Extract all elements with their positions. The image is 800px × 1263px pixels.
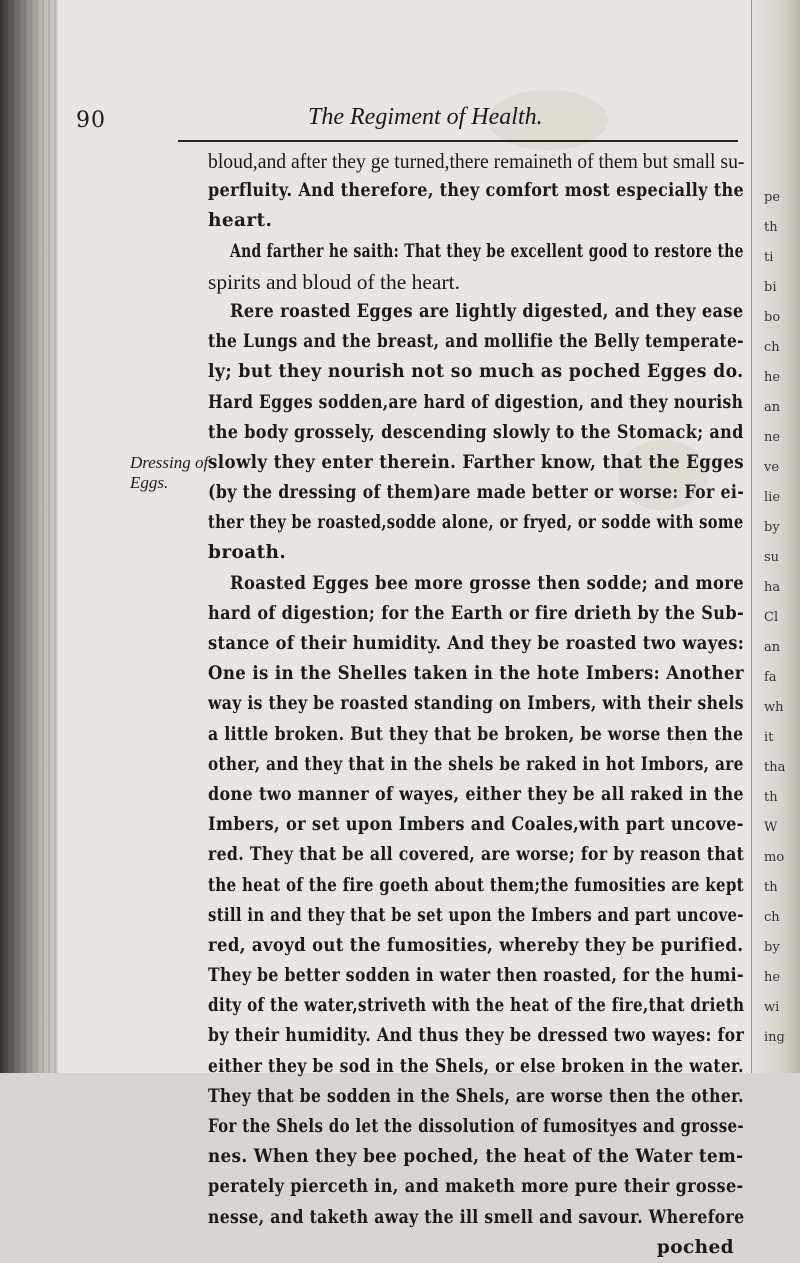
text-line: ly; but they nourish not so much as poched Egges do.: [208, 361, 744, 383]
facing-page-fragment: pe: [764, 190, 781, 205]
text-line: Rere roasted Egges are lightly digested, and they ease: [230, 300, 744, 322]
text-line: done two manner of wayes, either they be all raked in the: [208, 783, 744, 805]
text-line: red. They that be all covered, are worse; for by reason that: [208, 844, 744, 866]
page-number: 90: [76, 108, 106, 133]
text-line: (by the dressing of them)are made better or worse: For ei-: [208, 482, 744, 504]
facing-page-fragment: W: [764, 820, 778, 835]
facing-page-fragment: th: [764, 220, 778, 235]
facing-page-fragment: lie: [764, 490, 781, 505]
facing-page-fragment: ti: [764, 250, 774, 265]
facing-page-fragment: th: [764, 880, 778, 895]
facing-page-fragment: bo: [764, 310, 781, 325]
gutter-texture: [0, 0, 58, 1073]
text-line: heart.: [208, 210, 273, 232]
body-text: [208, 146, 744, 1263]
facing-page-fragment: bi: [764, 280, 777, 295]
text-line: stance of their humidity. And they be roasted two wayes:: [208, 633, 744, 654]
header-rule: [178, 140, 738, 142]
text-line: Imbers, or set upon Imbers and Coales,with part uncove-: [208, 814, 744, 836]
catchword: poched: [656, 1236, 734, 1258]
text-line: dity of the water,striveth with the heat of the fire,that drieth: [208, 995, 744, 1017]
margin-note-line: Dressing of: [130, 453, 209, 472]
text-line: For the Shels do let the dissolution of fumosityes and grosse-: [208, 1116, 744, 1137]
facing-page-fragment: he: [764, 970, 781, 985]
text-line: red, avoyd out the fumosities, whereby they be purified.: [208, 934, 744, 956]
text-line: Hard Egges sodden,are hard of digestion, and they nourish: [208, 391, 744, 413]
facing-page-fragment: it: [764, 730, 774, 745]
text-line: broath.: [208, 542, 287, 564]
text-line: way is they be roasted standing on Imbers, with their shels: [208, 693, 744, 715]
facing-page-fragment: ha: [764, 580, 781, 595]
facing-page-fragment: wh: [764, 700, 784, 715]
facing-page-fragment: mo: [764, 850, 785, 865]
facing-page-fragment: he: [764, 370, 781, 385]
text-line: the heat of the fire goeth about them;the fumosities are kept: [208, 874, 744, 896]
running-head: The Regiment of Health.: [308, 104, 543, 130]
facing-page-fragment: fa: [764, 670, 777, 685]
facing-page-fragment: an: [764, 640, 781, 655]
text-line: And farther he saith: That they be excellent good to restore the: [230, 240, 744, 262]
margin-note-line: Eggs.: [130, 473, 169, 492]
text-line: nesse, and taketh away the ill smell and savour. Wherefore: [208, 1206, 744, 1228]
facing-page-fragment: ch: [764, 910, 780, 925]
text-line: a little broken. But they that be broken, be worse then the: [208, 723, 744, 745]
text-line: hard of digestion; for the Earth or fire drieth by the Sub-: [208, 602, 744, 624]
facing-page-edge: [751, 0, 800, 1073]
text-line: the body grossely, descending slowly to the Stomack; and: [208, 421, 744, 443]
text-line: Roasted Egges bee more grosse then sodde; and more: [230, 572, 744, 594]
text-line: slowly they enter therein. Farther know, that the Egges: [208, 451, 744, 473]
text-line: nes. When they bee poched, the heat of the Water tem-: [208, 1146, 744, 1168]
facing-page-fragment: tha: [764, 760, 786, 775]
facing-page-fragment: ing: [764, 1030, 785, 1045]
facing-page-fragment: th: [764, 790, 778, 805]
text-line: They that be sodden in the Shels, are worse then the other.: [208, 1085, 744, 1107]
facing-page-fragment: ve: [764, 460, 780, 475]
facing-page-fragment: by: [764, 940, 780, 955]
text-line: They be better sodden in water then roasted, for the humi-: [208, 965, 744, 987]
facing-page-fragment: ch: [764, 340, 780, 355]
text-line: other, and they that in the shels be raked in hot Imbors, are: [208, 753, 744, 775]
text-line: either they be sod in the Shels, or else broken in the water.: [208, 1055, 744, 1077]
text-line: spirits and bloud of the heart.: [208, 269, 460, 294]
text-line: the Lungs and the breast, and mollifie the Belly temperate-: [208, 331, 744, 353]
margin-note: [130, 453, 208, 493]
book-page: [58, 0, 752, 1258]
facing-page-fragment: su: [764, 550, 780, 565]
facing-page-fragment: Cl: [764, 610, 779, 625]
text-line: perfluity. And therefore, they comfort most especially the: [208, 180, 744, 202]
text-line: perately pierceth in, and maketh more pure their grosse-: [208, 1176, 744, 1198]
text-line: bloud,and after they ge turned,there remaineth of them but small su-: [208, 149, 744, 173]
facing-page-fragment: ne: [764, 430, 781, 445]
text-line: still in and they that be set upon the Imbers and part uncove-: [208, 904, 744, 926]
text-line: One is in the Shelles taken in the hote Imbers: Another: [208, 663, 744, 685]
facing-page-fragment: by: [764, 520, 780, 535]
facing-page-fragment: wi: [764, 1000, 780, 1015]
facing-page-fragment: an: [764, 400, 781, 415]
text-line: by their humidity. And thus they be dressed two wayes: for: [208, 1025, 744, 1047]
text-line: ther they be roasted,sodde alone, or fryed, or sodde with some: [208, 512, 744, 534]
